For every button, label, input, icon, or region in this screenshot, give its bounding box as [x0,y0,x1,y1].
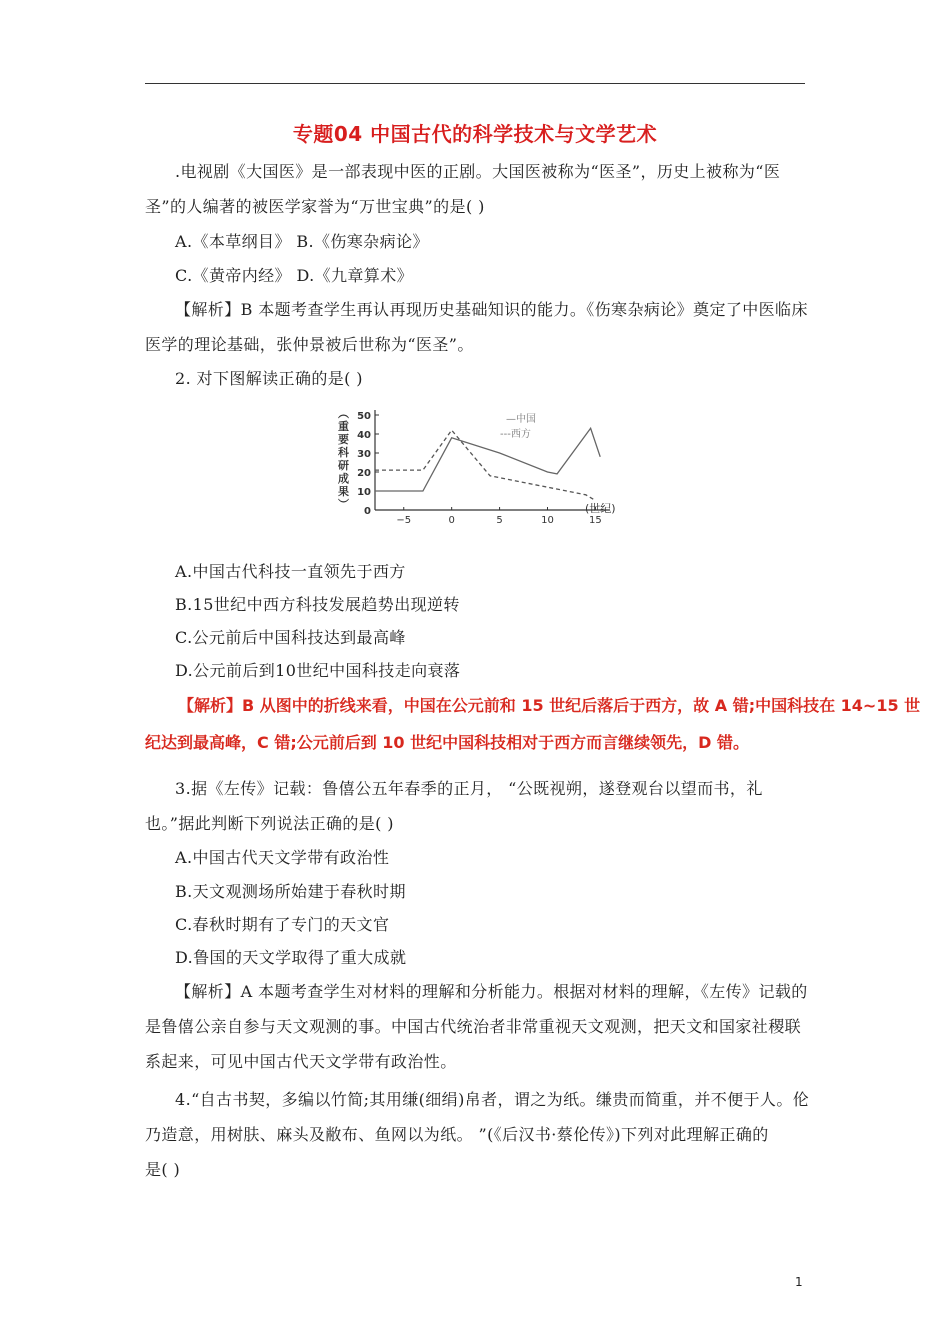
q3-stem-line1: 3.据《左传》记载：鲁僖公五年春季的正月， “公既视朔，遂登观台以望而书，礼 [175,779,763,798]
chart-x-tick-label: 5 [496,515,503,526]
q2-option-d: D.公元前后到10世纪中国科技走向衰落 [175,661,461,680]
q2-analysis-line1: 【解析】B 从图中的折线来看，中国在公元前和 15 世纪后落后于西方，故 A 错;中国科技在 14~15 世 [178,696,921,715]
chart-x-tick-label: 0 [448,515,455,526]
q3-option-c: C.春秋时期有了专门的天文官 [175,915,390,934]
q1-analysis-line1: 【解析】B 本题考查学生再认再现历史基础知识的能力。《伤寒杂病论》奠定了中医临床 [175,300,808,319]
chart-y-tick-label: 10 [357,487,371,498]
chart-y-tick-label: 30 [357,449,371,460]
chart-series [375,428,600,500]
q3-stem-line2: 也。”据此判断下列说法正确的是( ) [145,814,394,833]
chart-x-label: (世纪) [585,502,616,515]
q2-option-a: A.中国古代科技一直领先于西方 [175,562,406,581]
legend-west: ---西方 [500,429,531,440]
q3-analysis-line3: 系起来，可见中国古代天文学带有政治性。 [145,1052,457,1071]
chart-x-tick-label: −5 [396,515,412,526]
q1-options-ab: A.《本草纲目》 B.《伤寒杂病论》 [175,232,429,251]
q3-option-a: A.中国古代天文学带有政治性 [175,848,390,867]
page-title: 专题04 中国古代的科学技术与文学艺术 [292,122,658,146]
q4-stem-line2: 乃造意，用树肤、麻头及敝布、鱼网以为纸。 ”(《后汉书·蔡伦传》)下列对此理解正确的 [145,1125,769,1144]
chart-y-ticks [357,411,379,517]
chart-x-tick-label: 10 [541,515,554,526]
q1-stem-line1: .电视剧《大国医》是一部表现中医的正剧。大国医被称为“医圣”，历史上被称为“医 [175,162,781,181]
q3-analysis-line2: 是鲁僖公亲自参与天文观测的事。中国古代统治者非常重视天文观测，把天文和国家社稷联 [145,1017,802,1036]
q3-option-b: B.天文观测场所始建于春秋时期 [175,882,406,901]
chart-y-label: ︵重要科研成果︶ [338,407,349,511]
chart-axes [375,410,610,510]
q1-stem-line2: 圣”的人编著的被医学家誉为“万世宝典”的是( ) [145,197,485,216]
chart-y-tick-label: 40 [357,430,371,441]
q4-stem-line1: 4.“自古书契，多编以竹简;其用缣(细绢)帛者，谓之为纸。缣贵而简重，并不便于人。伦 [175,1090,810,1109]
page-number: 1 [795,1275,803,1289]
q3-option-d: D.鲁国的天文学取得了重大成就 [175,948,407,967]
chart-x-tick-label: 15 [589,515,602,526]
chart-y-tick-label: 50 [357,411,371,422]
science-achievements-chart [330,405,650,530]
chart-y-tick-label: 0 [364,506,371,517]
chart-line-west [375,430,595,500]
q2-option-b: B.15世纪中西方科技发展趋势出现逆转 [175,595,460,614]
q2-option-c: C.公元前后中国科技达到最高峰 [175,628,406,647]
q3-analysis-line1: 【解析】A 本题考查学生对材料的理解和分析能力。根据对材料的理解，《左传》记载的 [175,982,808,1001]
legend-china: —中国 [506,414,536,425]
chart-y-tick-label: 20 [357,468,371,479]
q2-analysis-line2: 纪达到最高峰，C 错;公元前后到 10 世纪中国科技相对于西方而言继续领先，D 错。 [145,733,749,752]
q4-stem-line3: 是( ) [145,1160,181,1179]
chart-line-china [375,428,600,491]
q1-options-cd: C.《黄帝内经》 D.《九章算术》 [175,266,413,285]
header-rule [145,83,805,84]
q1-analysis-line2: 医学的理论基础，张仲景被后世称为“医圣”。 [145,335,474,354]
q2-stem: 2. 对下图解读正确的是( ) [175,369,363,388]
